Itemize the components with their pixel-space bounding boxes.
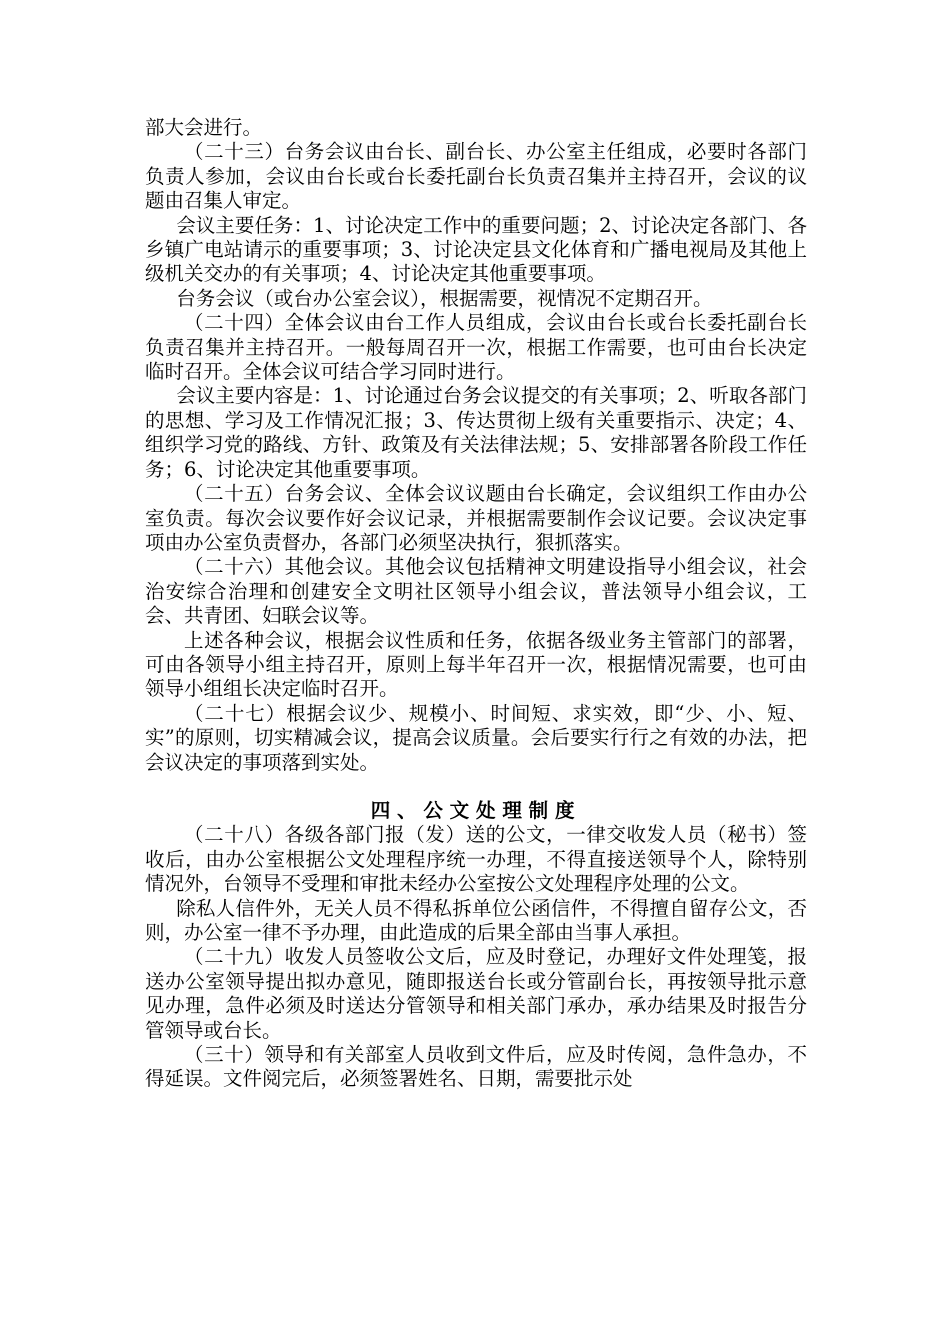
paragraph-article-24: （二十四）全体会议由台工作人员组成，会议由台长或台长委托副台长负责召集并主持召开。一般每周召开一次，根据工作需要，也可由台长决定临时召开。全体会议可结合学习同时进行。 xyxy=(145,311,807,384)
paragraph-article-23: （二十三）台务会议由台长、副台长、办公室主任组成，必要时各部门负责人参加，会议由台长或台长委托副台长负责召集并主持召开，会议的议题由召集人审定。 xyxy=(145,140,807,213)
paragraph-article-23-tasks: 会议主要任务：1、讨论决定工作中的重要问题；2、讨论决定各部门、各乡镇广电站请示的重要事项；3、讨论决定县文化体育和广播电视局及其他上级机关交办的有关事项；4、讨论决定其他重要事项。 xyxy=(145,213,807,286)
paragraph-article-28-more: 除私人信件外，无关人员不得私拆单位公函信件，不得擅自留存公文，否则，办公室一律不予办理，由此造成的后果全部由当事人承担。 xyxy=(145,896,807,944)
paragraph-article-28: （二十八）各级各部门报（发）送的公文，一律交收发人员（秘书）签收后，由办公室根据公文处理程序统一办理，不得直接送领导个人，除特别情况外，台领导不受理和审批未经办公室按公文处理程序处理的公文。 xyxy=(145,823,807,896)
paragraph-article-30: （三十）领导和有关部室人员收到文件后，应及时传阅，急件急办，不得延误。文件阅完后，必须签署姓名、日期，需要批示处 xyxy=(145,1043,807,1091)
paragraph-article-29: （二十九）收发人员签收公文后，应及时登记，办理好文件处理笺，报送办公室领导提出拟办意见，随即报送台长或分管副台长，再按领导批示意见办理，急件必须及时送达分管领导和相关部门承办，承办结果及时报告分管领导或台长。 xyxy=(145,945,807,1042)
paragraph-article-25: （二十五）台务会议、全体会议议题由台长确定，会议组织工作由办公室负责。每次会议要作好会议记录，并根据需要制作会议记要。会议决定事项由办公室负责督办，各部门必须坚决执行，狠抓落实。 xyxy=(145,482,807,554)
paragraph-article-23-frequency: 台务会议（或台办公室会议），根据需要，视情况不定期召开。 xyxy=(176,286,713,310)
paragraph-article-27: （二十七）根据会议少、规模小、时间短、求实效，即“少、小、短、实”的原则，切实精减会议，提高会议质量。会后要实行行之有效的办法，把会议决定的事项落到实处。 xyxy=(145,701,807,774)
paragraph-article-26: （二十六）其他会议。其他会议包括精神文明建设指导小组会议，社会治安综合治理和创建安全文明社区领导小组会议，普法领导小组会议，工会、共青团、妇联会议等。 xyxy=(145,555,807,628)
paragraph-article-24-content: 会议主要内容是：1、讨论通过台务会议提交的有关事项；2、听取各部门的思想、学习及工作情况汇报；3、传达贯彻上级有关重要指示、决定；4、组织学习党的路线、方针、政策及有关法律法规；5、安排部署各阶段工作任务；6、讨论决定其他重要事项。 xyxy=(145,384,807,481)
paragraph-continuation: 部大会进行。 xyxy=(145,116,263,139)
section-heading: 四、公文处理制度 xyxy=(370,798,582,822)
paragraph-article-26-more: 上述各种会议，根据会议性质和任务，依据各级业务主管部门的部署，可由各领导小组主持召开，原则上每半年召开一次，根据情况需要，也可由领导小组组长决定临时召开。 xyxy=(145,628,807,701)
document-body xyxy=(145,116,807,1092)
